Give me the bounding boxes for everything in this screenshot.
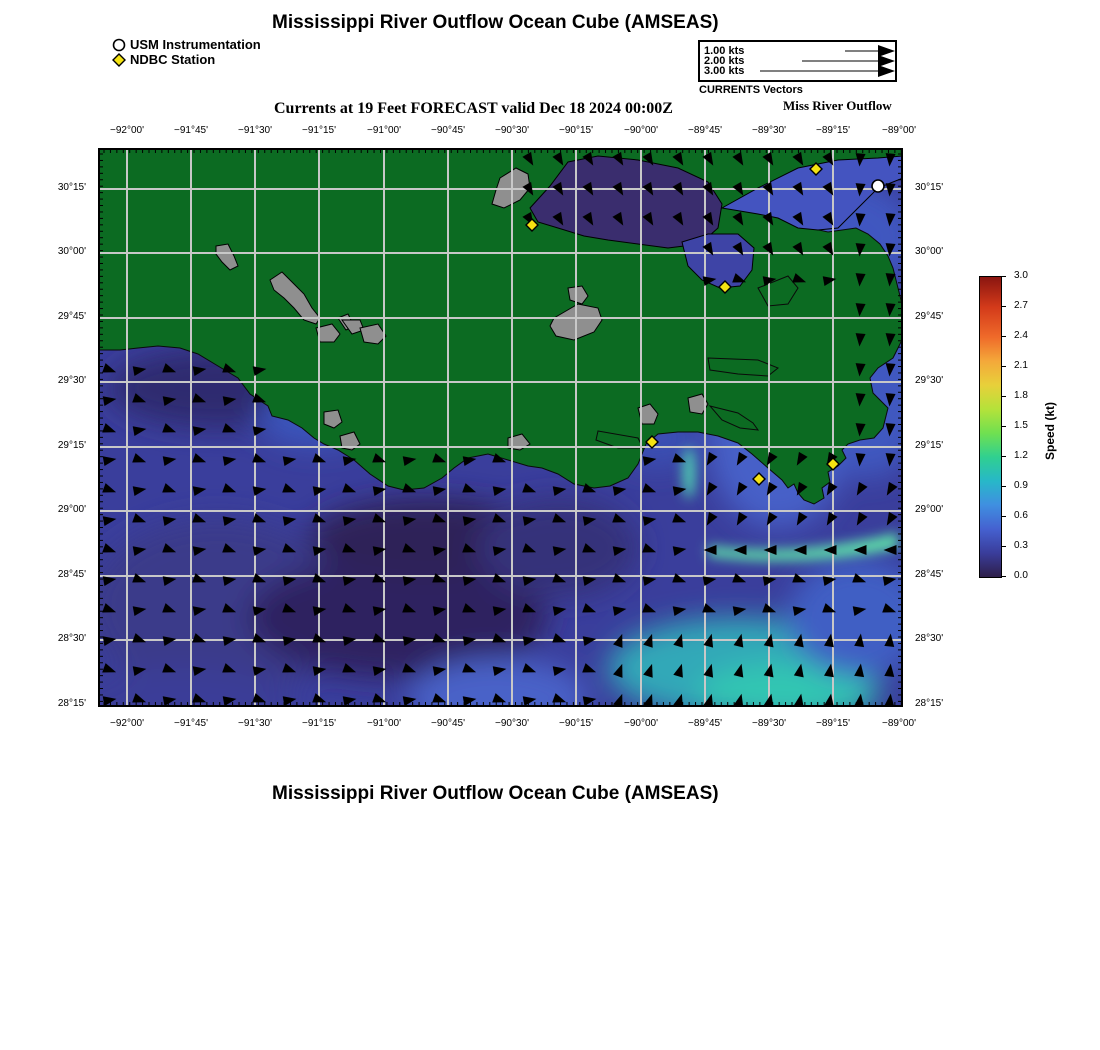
white-circle-icon [112,38,126,52]
speed-colorbar [979,276,1002,578]
lat-tick-label: 28°45' [57,569,86,580]
colorbar-tick-label: 2.4 [1014,330,1028,341]
lon-tick-label: −91°30' [238,125,272,136]
colorbar-tick-label: 1.5 [1014,420,1028,431]
lon-tick-label: −91°45' [174,125,208,136]
legend-ndbc [112,52,215,67]
page-title-top: Mississippi River Outflow Ocean Cube (AMSEAS) [272,12,719,33]
vector-legend-title: CURRENTS Vectors [699,84,803,96]
lon-tick-label: −89°00' [882,125,916,136]
colorbar-tick-mark [1001,456,1006,457]
yellow-diamond-icon [112,53,126,67]
colorbar-tick-mark [1001,546,1006,547]
colorbar-tick-label: 1.2 [1014,450,1028,461]
lat-tick-label: 30°00' [57,246,86,257]
colorbar-tick-label: 0.0 [1014,570,1028,581]
lon-tick-label: −90°45' [431,718,465,729]
colorbar-tick-mark [1001,576,1006,577]
lon-tick-label: −91°15' [302,718,336,729]
lon-tick-label: −90°15' [559,718,593,729]
lon-tick-label: −91°15' [302,125,336,136]
lon-tick-label: −91°45' [174,718,208,729]
lon-tick-label: −90°30' [495,718,529,729]
region-label: Miss River Outflow [783,98,892,113]
lon-tick-label: −90°00' [624,125,658,136]
vector-scale-arrows [700,42,895,80]
colorbar-tick-label: 2.7 [1014,300,1028,311]
lat-tick-label: 29°15' [915,440,944,451]
lon-tick-label: −89°15' [816,718,850,729]
colorbar-tick-label: 1.8 [1014,390,1028,401]
page-title-bottom: Mississippi River Outflow Ocean Cube (AMSEAS) [272,783,719,804]
lat-tick-label: 30°00' [915,246,944,257]
map-subtitle: Currents at 19 Feet FORECAST valid Dec 18 2024 00:00Z [274,100,673,117]
vector-legend-entry: 1.00 kts [704,45,745,57]
lat-tick-label: 28°15' [915,698,944,709]
usm-instrument-marker [872,180,884,192]
lat-tick-label: 29°15' [57,440,86,451]
lon-tick-label: −92°00' [110,718,144,729]
colorbar-tick-mark [1001,366,1006,367]
lat-tick-label: 29°45' [915,311,944,322]
colorbar-tick-mark [1001,396,1006,397]
colorbar-tick-label: 3.0 [1014,270,1028,281]
lat-tick-label: 28°30' [915,633,944,644]
colorbar-tick-label: 0.6 [1014,510,1028,521]
lon-tick-label: −89°30' [752,125,786,136]
lon-tick-label: −89°30' [752,718,786,729]
colorbar-tick-mark [1001,426,1006,427]
lon-tick-label: −89°00' [882,718,916,729]
colorbar-tick-label: 0.9 [1014,480,1028,491]
lat-tick-label: 28°45' [915,569,944,580]
legend-usm [112,37,261,52]
colorbar-tick-mark [1001,276,1006,277]
currents-map [98,148,903,707]
legend-usm-label: USM Instrumentation [130,37,261,52]
legend-ndbc-label: NDBC Station [130,52,216,67]
lon-tick-label: −90°45' [431,125,465,136]
lat-tick-label: 29°00' [57,504,86,515]
colorbar-tick-label: 2.1 [1014,360,1028,371]
colorbar-tick-mark [1001,516,1006,517]
colorbar-tick-label: 0.3 [1014,540,1028,551]
vector-legend-entry: 2.00 kts [704,55,745,67]
lat-tick-label: 28°30' [57,633,86,644]
lon-tick-label: −89°15' [816,125,850,136]
vector-legend-entry: 3.00 kts [704,65,745,77]
colorbar-tick-mark [1001,336,1006,337]
lon-tick-label: −90°30' [495,125,529,136]
lat-tick-label: 30°15' [915,182,944,193]
vector-legend-box [698,40,897,82]
lon-tick-label: −91°00' [367,125,401,136]
lon-tick-label: −89°45' [688,718,722,729]
colorbar-tick-mark [1001,486,1006,487]
lon-tick-label: −91°30' [238,718,272,729]
lat-tick-label: 28°15' [57,698,86,709]
lat-tick-label: 29°30' [915,375,944,386]
lon-tick-label: −91°00' [367,718,401,729]
lat-tick-label: 29°00' [915,504,944,515]
lon-tick-label: −90°15' [559,125,593,136]
colorbar-tick-mark [1001,306,1006,307]
lat-tick-label: 29°30' [57,375,86,386]
colorbar-label: Speed (kt) [1043,401,1057,460]
lon-tick-label: −90°00' [624,718,658,729]
lon-tick-label: −92°00' [110,125,144,136]
lat-tick-label: 29°45' [57,311,86,322]
lon-tick-label: −89°45' [688,125,722,136]
lat-tick-label: 30°15' [57,182,86,193]
